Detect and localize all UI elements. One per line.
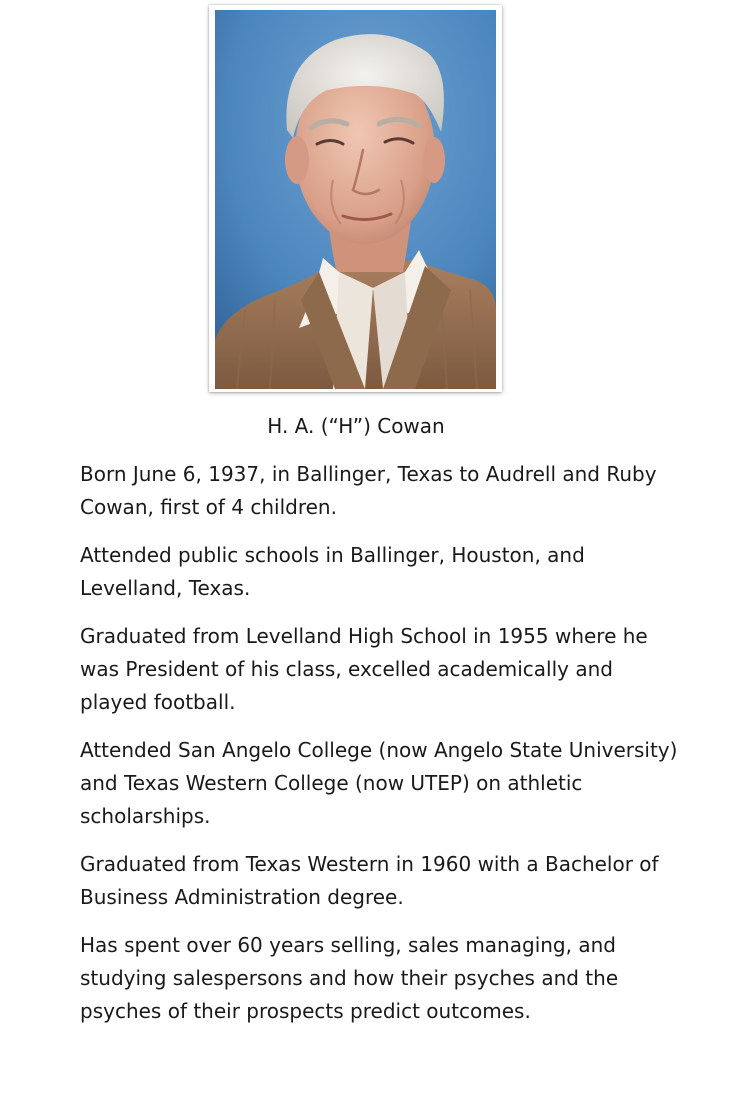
portrait-photo <box>215 10 496 389</box>
bio-paragraph: Attended public schools in Ballinger, Houston, and Levelland, Texas. <box>80 543 585 600</box>
bio-paragraph: Graduated from Texas Western in 1960 with a Bachelor of Business Administration degree. <box>80 852 659 909</box>
bio-list <box>80 458 680 1043</box>
portrait-caption: H. A. (“H”) Cowan <box>267 414 445 438</box>
bio-paragraph: Has spent over 60 years selling, sales managing, and studying salespersons and how their psyches and the psyches of their prospects predict outcomes. <box>80 933 619 1023</box>
bio-paragraph: Graduated from Levelland High School in 1955 where he was President of his class, excelled academically and played football. <box>80 624 648 714</box>
portrait-photo-frame <box>209 5 502 392</box>
bio-paragraph: Born June 6, 1937, in Ballinger, Texas to Audrell and Ruby Cowan, first of 4 children. <box>80 462 657 519</box>
bio-paragraph: Attended San Angelo College (now Angelo State University) and Texas Western College (now UTEP) on athletic scholarships. <box>80 738 678 828</box>
